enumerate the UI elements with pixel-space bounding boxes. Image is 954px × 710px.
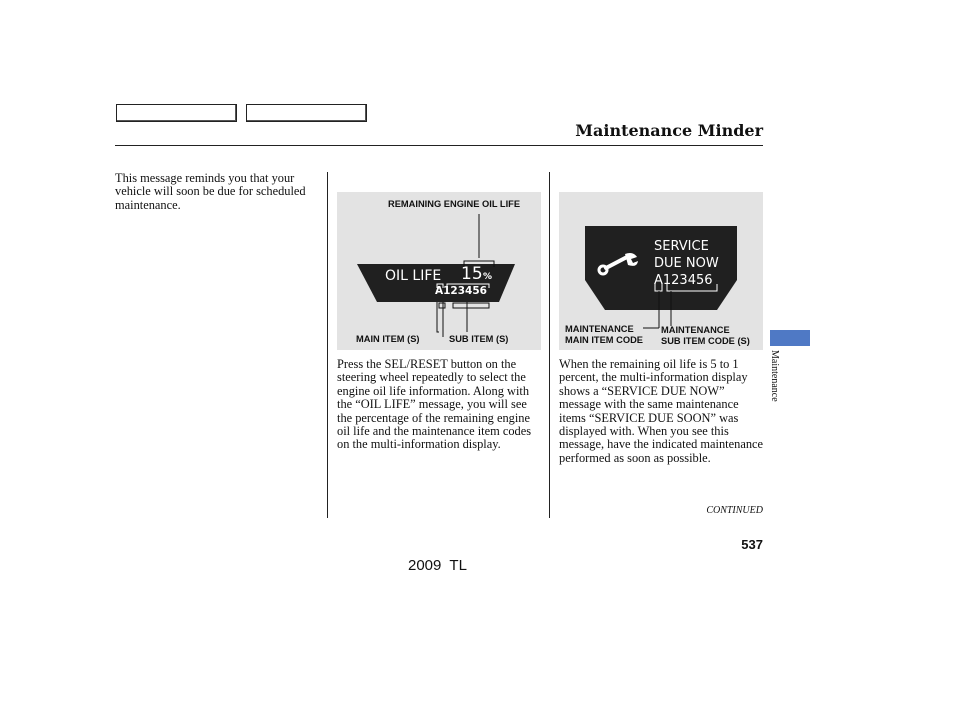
intro-paragraph: This message reminds you that your vehicle will soon be due for scheduled maintenance. [115,171,306,212]
oil-life-text: OIL LIFE [385,268,442,284]
label-remaining-oil-life: REMAINING ENGINE OIL LIFE [388,199,521,209]
service-due-paragraph: When the remaining oil life is 5 to 1 percent, the multi-information display shows a “SERVICE DUE NOW” message with the same maintenance items “SERVICE DUE SOON” was displayed with. When you see this message, have the indicated maintenance performed as soon as possible. [559,357,764,465]
service-line-1: SERVICE [654,239,709,254]
label-sub-item: SUB ITEM (S) [449,334,509,344]
oil-life-paragraph: Press the SEL/RESET button on the steering wheel repeatedly to select the engine oil life information. Along with the “OIL LIFE” message, you will see the percentage of the remaining engine oil life and the maintenance item codes on the multi-information display. [337,357,532,452]
service-item-codes: A123456 [654,273,713,288]
nav-button-next[interactable] [246,104,367,122]
page-title: Maintenance Minder [575,121,763,140]
service-line-2: DUE NOW [654,256,719,271]
label-maintenance-main-1: MAINTENANCE [565,324,634,334]
oil-life-item-codes: A123456 [435,285,487,297]
nav-button-previous[interactable] [116,104,237,122]
label-maintenance-main-2: MAIN ITEM CODE [565,335,643,345]
column-divider-right [549,172,550,518]
section-tab-label [768,350,782,420]
oil-life-percent-unit: % [483,272,493,282]
wrench-icon [597,252,641,276]
oil-life-percent-value: 15 [461,264,483,284]
label-maintenance-sub-2: SUB ITEM CODE (S) [661,336,750,346]
oil-life-figure [337,192,541,350]
service-due-figure [559,192,763,350]
column-divider-left [327,172,328,518]
model-label: 2009 TL [408,557,467,574]
continued-label: CONTINUED [706,505,763,516]
label-main-item: MAIN ITEM (S) [356,334,420,344]
section-tab-maintenance[interactable] [770,330,810,346]
label-maintenance-sub-1: MAINTENANCE [661,325,730,335]
page-number: 537 [741,537,763,552]
section-tab-text: Maintenance [769,350,780,402]
header-rule [115,145,763,146]
